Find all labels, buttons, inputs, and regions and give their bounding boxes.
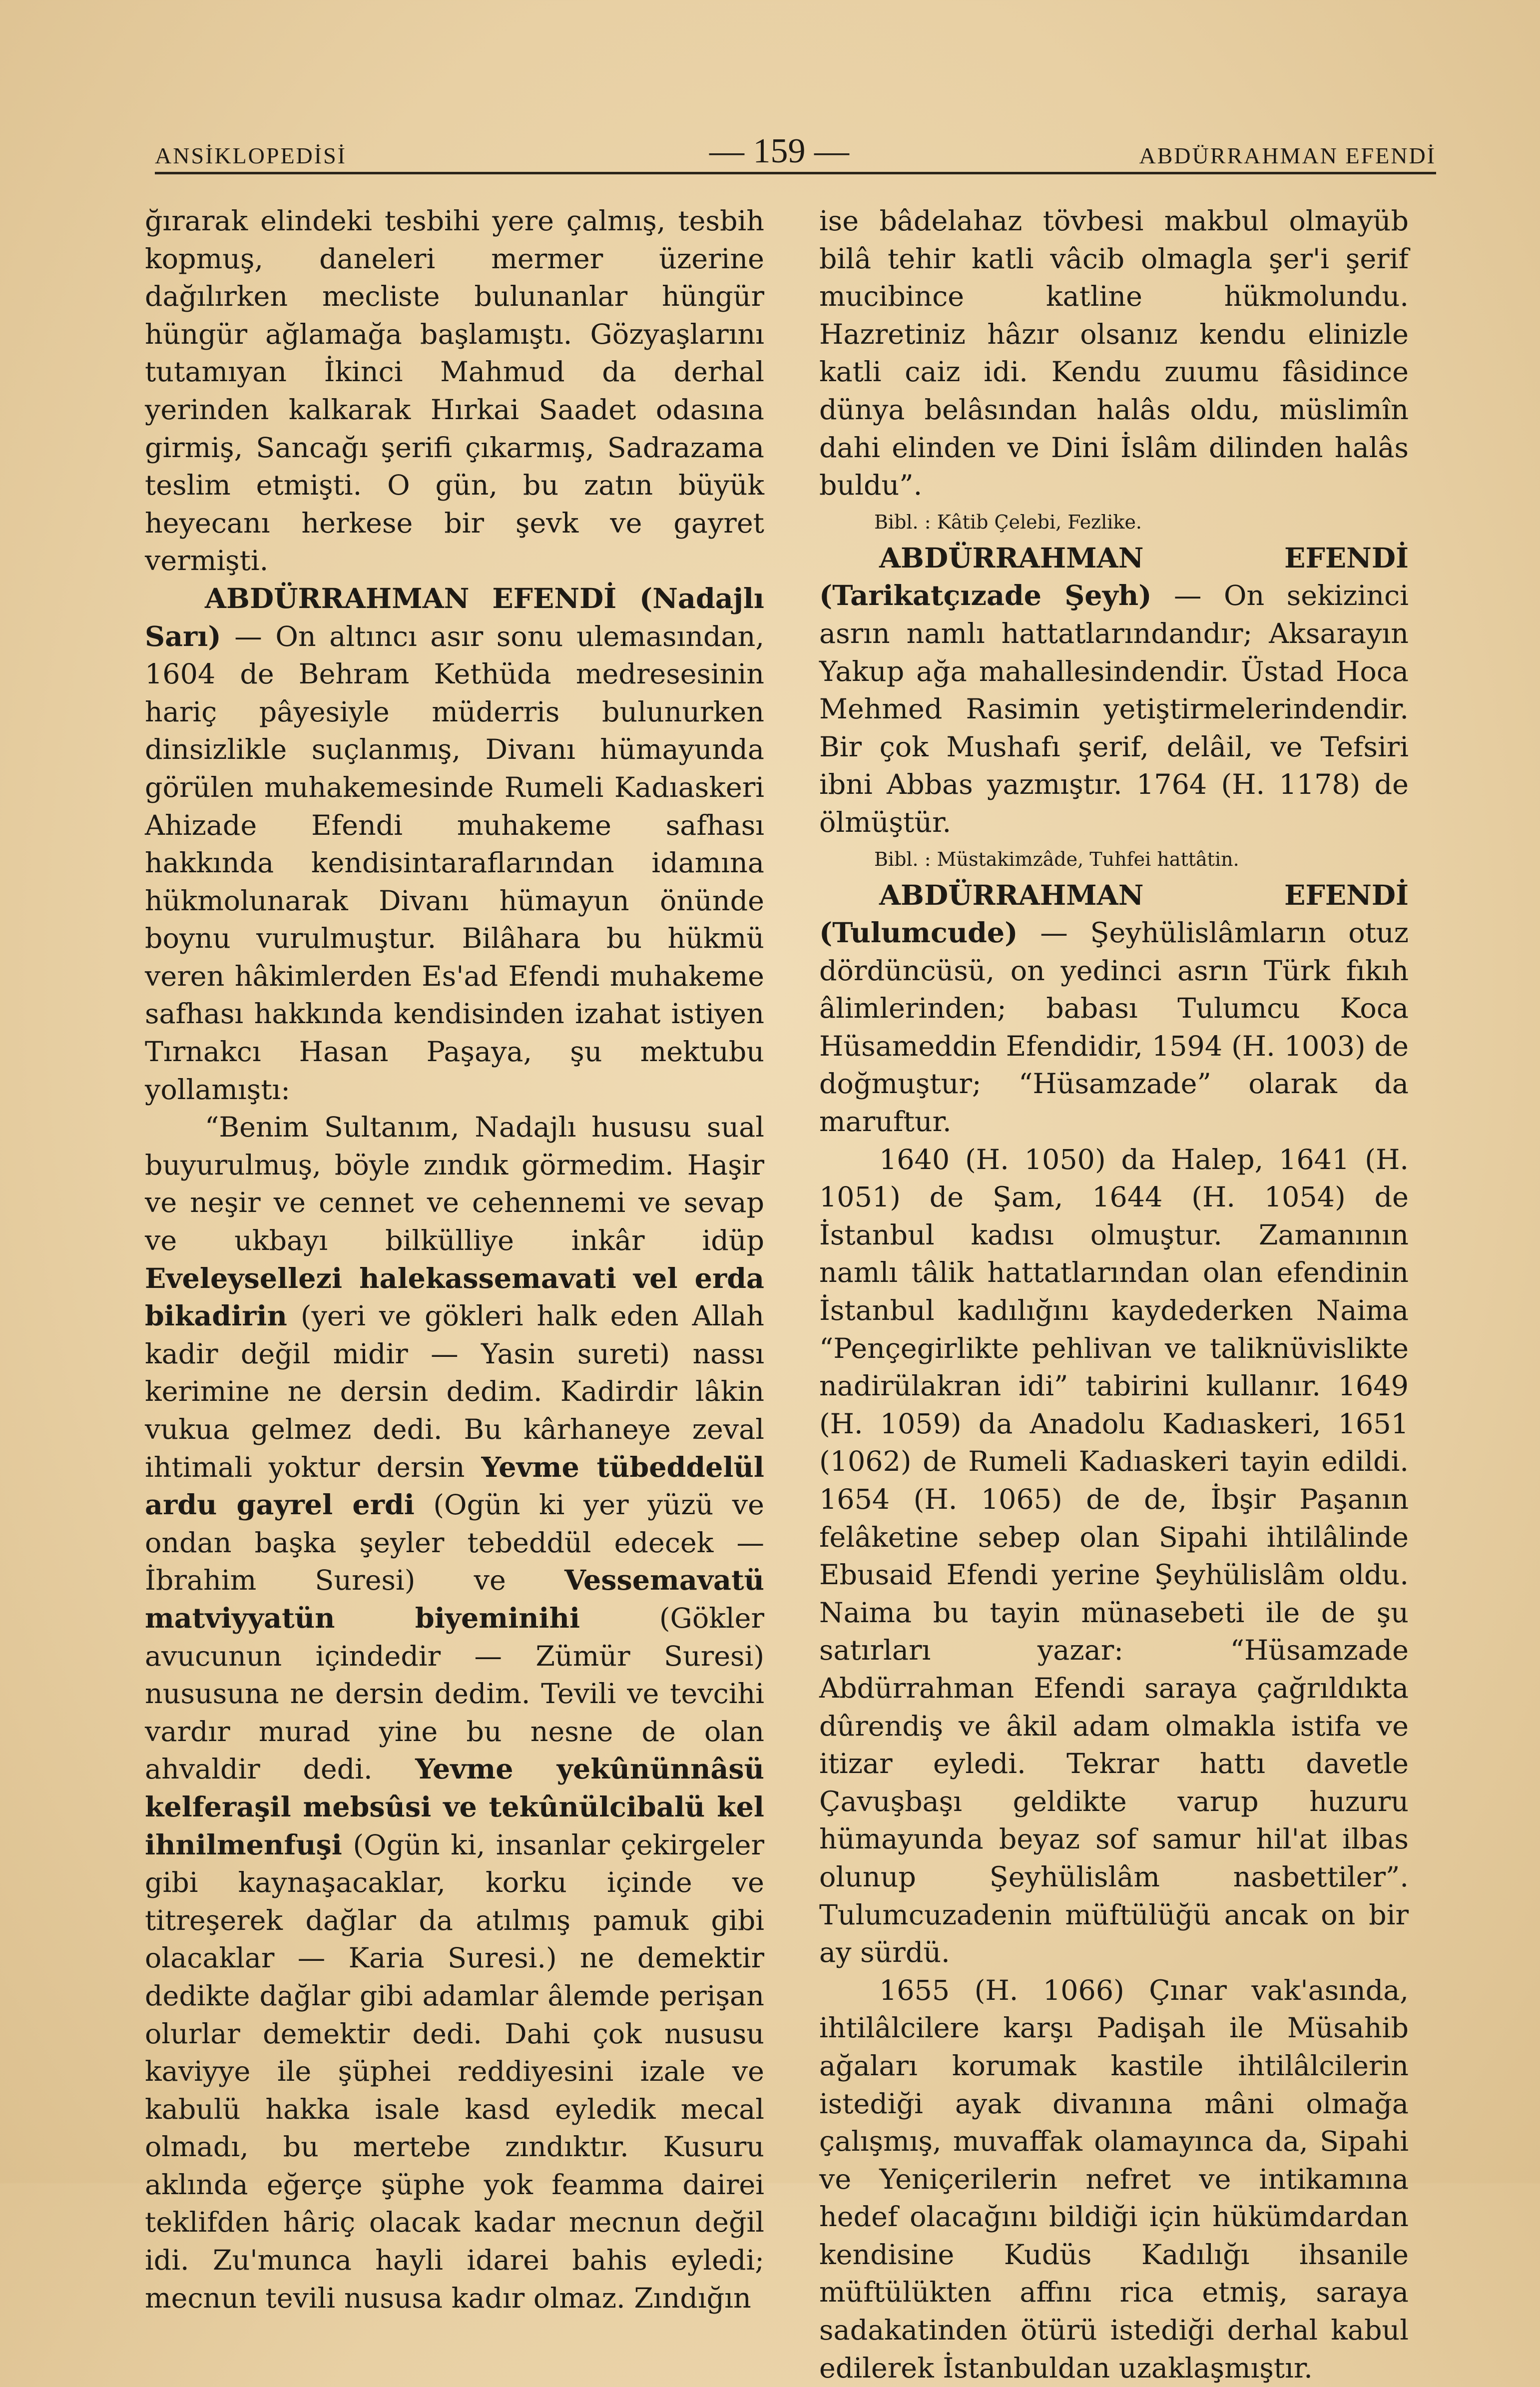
bibliography: Bibl. : Kâtib Çelebi, Fezlike. [874, 511, 1142, 533]
quote-verse: Yevme yekûnünnâsü kelferaşil mebsûsi ve tekûnülcibalü kel ihnilmenfuşi [145, 1753, 764, 1861]
header-rule [155, 172, 1436, 174]
quote-text: (Gökler avucunun içindedir — Zümür Suresi) nususuna ne dersin dedim. Tevili ve tevcihi vardır murad yine bu nesne de olan ahvaldir dedi. [145, 1602, 764, 1786]
entry-body: — Şeyhülislâmların otuz dördüncüsü, on yedinci asrın Türk fıkıh âlimlerinden; babası Tulumcu Koca Hüsameddin Efendidir, 1594 (H. 1003) de doğmuştur; “Hüsamzade” olarak da maruftur. [819, 917, 1409, 1139]
bibliography: Bibl. : Müstakimzâde, Tuhfei hattâtin. [874, 848, 1239, 870]
entry-body: — On altıncı asır sonu ulemasından, 1604 de Behram Kethüda medresesinin hariç pâyesiyle müderris bulunurken dinsizlikle suçlanmış, Divanı hümayunda görülen muhakemesinde Rumeli Kadıaskeri Ahizade Efendi muhakeme safhası hakkında kendisintaraflarından idamına hükmolunarak Divanı hümayun önünde boynu vurulmuştur. Bilâhara bu hükmü veren hâkimlerden Es'ad Efendi muhakeme safhası hakkında kendisinden izahat istiyen Tırnakcı Hasan Paşaya, şu mektubu yollamıştı: [145, 620, 764, 1106]
paragraph: ise bâdelahaz tövbesi makbul olmayüb bilâ tehir katli vâcib olmagla şer'i şerif mucibince katline hükmolundu. Hazretiniz hâzır olsanız kendu elinizle katli caiz idi. Kendu zuumu fâsidince dünya belâsından halâs oldu, müslimîn dahi elinden ve Dini İslâm dilinden halâs buldu”. [819, 205, 1409, 502]
quote-verse: Yevme tübeddelül ardu gayrel erdi [145, 1451, 764, 1522]
quote-text: (Ogün ki, insanlar çekirgeler gibi kaynaşacaklar, korku içinde ve titreşerek dağlar da atılmış pamuk gibi olacaklar — Karia Suresi.) ne demektir dedikte dağlar gibi adamlar âlemde perişan olurlar demektir dedi. Dahi çok nususu kaviyye ile şüphei reddiyesini izale ve kabulü hakka isale kasd eyledik mecal olmadı, bu mertebe zındıktır. Kusuru aklında eğerçe şüphe yok feamma dairei teklifden hâriç olacak kadar mecnun değil idi. Zu'munca hayli idarei bahis eyledi; mecnun tevili nususa kadır olmaz. Zındığın [145, 1828, 764, 2315]
header-left-title: ANSİKLOPEDİSİ [155, 143, 347, 168]
header-right-title: ABDÜRRAHMAN EFENDİ [1139, 143, 1436, 168]
entry-body: — On sekizinci asrın namlı hattatlarındandır; Aksarayın Yakup ağa mahallesindendir. Üstad Hoca Mehmed Rasimin yetiştirmelerindendir. Bir çok Mushafı şerif, delâil, ve Tefsiri ibni Abbas yazmıştır. 1764 (H. 1178) de ölmüştür. [819, 580, 1409, 839]
left-column [145, 202, 764, 2317]
quote-verse: Vessemavatü matviyyatün biyeminihi [145, 1564, 764, 1635]
quote-verse: Eveleysellezi halekassemavati vel erda bikadirin [145, 1262, 764, 1333]
quote-text: “Benim Sultanım, Nadajlı hususu sual buyurulmuş, böyle zındık görmedim. Haşir ve neşir ve cennet ve cehennemi ve sevap ve ukbayı bilkülliye inkâr idüp [145, 1111, 764, 1257]
paragraph: 1640 (H. 1050) da Halep, 1641 (H. 1051) de Şam, 1644 (H. 1054) de İstanbul kadısı olmuştur. Zamanının namlı tâlik hattatlarından olan efendinin İstanbul kadılığını kaydederken Naima “Pençegirlikte pehlivan ve taliknüvislikte nadirülakran idi” tabirini kullanır. 1649 (H. 1059) da Anadolu Kadıaskeri, 1651 (1062) de Rumeli Kadıaskeri tayin edildi. 1654 (H. 1065) de de, İbşir Paşanın felâketine sebep olan Sipahi ihtilâlinde Ebusaid Efendi yerine Şeyhülislâm oldu. Naima bu tayin münasebeti ile de şu satırları yazar: “Hüsamzade Abdürrahman Efendi saraya çağrıldıkta dûrendiş ve âkil adam olmakla istifa ve itizar eyledi. Tekrar hattı davetle Çavuşbaşı geldikte varup huzuru hümayunda beyaz sof samur hil'at ilbas olunup Şeyhülislâm nasbettiler”. Tulumcuzadenin müftülüğü ancak on bir ay sürdü. [819, 1143, 1409, 1969]
paragraph: 1655 (H. 1066) Çınar vak'asında, ihtilâlcilere karşı Padişah ile Müsahib ağaları korumak kastile ihtilâlcilerin istediği ayak divanına mâni olmağa çalışmış, muvaffak olamayınca da, Sipahi ve Yeniçerilerin nefret ve intikamına hedef olacağını bildiği için hükümdardan kendisine Kudüs Kadılığı ihsanile müftülükten affını rica etmiş, saraya sadakatinden ötürü istediği derhal kabul edilerek İstanbuldan uzaklaşmıştır. [819, 1974, 1409, 2385]
entry-tulumcude [819, 877, 1409, 1141]
letter-quote [145, 1109, 764, 2317]
entry-heading: ABDÜRRAHMAN EFENDİ (Nadajlı Sarı) [145, 582, 764, 653]
entry-tarikatcizade [819, 540, 1409, 842]
quote-text: (Ogün ki yer yüzü ve ondan başka şeyler tebeddül edecek — İbrahim Suresi) ve [145, 1489, 764, 1597]
page-number: — 159 — [709, 132, 849, 170]
right-column [819, 202, 1409, 2387]
paragraph: ğırarak elindeki tesbihi yere çalmış, tesbih kopmuş, daneleri mermer üzerine dağılırken mecliste bulunanlar hüngür hüngür ağlamağa başlamıştı. Gözyaşlarını tutamıyan İkinci Mahmud da derhal yerinden kalkarak Hırkai Saadet odasına girmiş, Sancağı şerifi çıkarmış, Sadrazama teslim etmişti. O gün, bu zatın büyük heyecanı herkese bir şevk ve gayret vermişti. [145, 205, 764, 578]
entry-nadajli [145, 580, 764, 1109]
entry-heading: ABDÜRRAHMAN EFENDİ (Tulumcude) [819, 879, 1409, 950]
entry-heading: ABDÜRRAHMAN EFENDİ (Tarikatçızade Şeyh) [819, 542, 1409, 612]
quote-text: (yeri ve gökleri halk eden Allah kadir değil midir — Yasin sureti) nassı kerimine ne dersin dedim. Kadirdir lâkin vukua gelmez dedi. Bu kârhaneye zeval ihtimali yoktur dersin [145, 1300, 764, 1484]
running-header [155, 127, 1436, 172]
